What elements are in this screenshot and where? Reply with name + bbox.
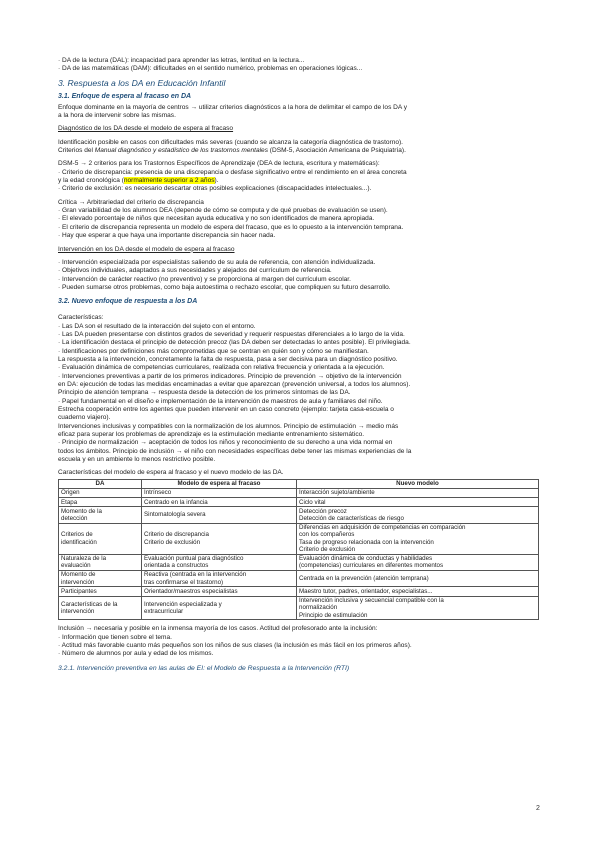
list-item: · Objetivos individuales, adaptados a sus necesidades y alejados del currículum de referencia. [58, 267, 332, 275]
paragraph-line: Características: [58, 314, 104, 322]
list-item: Principio de atención temprana → respuesta desde la detección de los primeros síntomas de las DA. [58, 389, 351, 397]
cell-line: normalización [299, 604, 338, 612]
table-cell [297, 523, 539, 554]
cell-line: Momento de [61, 571, 96, 579]
table-cell [297, 498, 539, 507]
document-page [58, 57, 546, 673]
table-cell [297, 570, 539, 586]
section-3-2-1-title: 3.2.1. Intervención preventiva en las aulas de EI: el Modelo de Respuesta a la Intervención (RTI) [58, 664, 350, 672]
cell-line: intervención [61, 578, 95, 586]
list-item: · Papel fundamental en el diseño e implementación de la intervención de maestros de aula y familiares del niño. [58, 397, 383, 405]
list-item: · Intervención de carácter reactivo (no preventivo) y se proporciona al margen del currículum escolar. [58, 275, 351, 283]
comparison-table [58, 479, 539, 620]
cell-line: Interacción sujeto/ambiente [299, 489, 375, 497]
text-run: Criterios del [58, 147, 95, 155]
cell-line: Intrínseco [144, 489, 172, 497]
list-item: · El elevado porcentaje de niños que necesitan ayuda educativa y no son identificados de manera apropiada. [58, 215, 375, 223]
paragraph-line: · Criterio de discrepancia: presencia de una discrepancia o desfase significativo entre el rendimiento en el área concreta [58, 168, 407, 176]
column-header: Nuevo modelo [297, 479, 539, 488]
highlighted-text: normalmente superior a 2 años [123, 177, 215, 185]
table-cell [142, 554, 297, 570]
cell-line: Detección precoz [299, 507, 347, 515]
cell-line: Intervención inclusiva y secuencial compatible con la [299, 597, 444, 605]
list-item: Intervenciones inclusivas y compatibles con la normalización de los alumnos. Principio de estimulación → medio más [58, 422, 399, 430]
diagnosis-heading: Diagnóstico de los DA desde el modelo de espera al fracaso [58, 125, 234, 133]
table-row [59, 498, 539, 507]
paragraph-line [58, 177, 546, 185]
text-run: ). [214, 177, 219, 185]
characteristics-block [58, 314, 546, 464]
list-item: · La identificación destaca el principio de detección precoz (las DA deben ser detectadas lo antes posible). El privilegiada. [58, 339, 411, 347]
table-row [59, 488, 539, 497]
table-body [59, 488, 539, 619]
table-header-row [59, 479, 539, 488]
manual-title: Manual diagnóstico y estadístico de los trastornos mentales [94, 147, 268, 155]
table-cell [59, 498, 142, 507]
cell-line: Diferencias en adquisición de competencias en comparación [299, 524, 466, 532]
paragraph-line: Inclusión → necesaria y posible en la inmensa mayoría de los casos. Actitud del profesorado ante la inclusión: [58, 625, 378, 633]
list-item: Estrecha cooperación entre los agentes que pueden intervenir en un caso concreto (ejemplo: tarjeta casa-escuela o [58, 406, 394, 413]
table-cell [59, 587, 142, 596]
table-cell [142, 507, 297, 523]
cell-line: Ciclo vital [299, 498, 326, 506]
section-3-title: 3. Respuesta a los DA en Educación Infantil [58, 77, 226, 88]
list-item: en DA: ejecución de todas las medidas encaminadas a evitar que aparezcan (prevención universal, a todos los alumnos). [58, 380, 411, 388]
list-item: · Identificaciones por definiciones más comprometidas que se centran en quién son y cómo se manifiestan. [58, 347, 369, 355]
cell-line: Naturaleza de la [61, 555, 107, 563]
table-cell [142, 596, 297, 620]
cell-line: Maestro tutor, padres, orientador, especialistas... [299, 587, 433, 595]
table-cell [59, 570, 142, 586]
list-item: · Las DA pueden presentarse con distintos grados de severidad y requerir respuestas diferenciales a lo largo de la vida. [58, 330, 405, 338]
table-row [59, 570, 539, 586]
cell-line: Participantes [61, 587, 97, 595]
list-item: escuela y en un ambiente lo menos restrictivo posible. [58, 456, 216, 464]
table-row [59, 523, 539, 554]
cell-line: Criterio de exclusión [144, 538, 201, 546]
table-row [59, 596, 539, 620]
list-item: · Las DA son el resultado de la interacción del sujeto con el entorno. [58, 322, 256, 330]
table-cell [297, 488, 539, 497]
cell-line: Detección de características de riesgo [299, 515, 404, 523]
table-cell [142, 587, 297, 596]
paragraph-line: · Criterio de exclusión: es necesario descartar otras posibles explicaciones (discapacidades intelectuales...). [58, 185, 372, 193]
list-item: · Intervenciones preventivas a partir de los primeros indicadores. Principio de prevención → objetivo de la intervención [58, 372, 402, 380]
s31-paragraph [58, 104, 546, 121]
paragraph-line: Enfoque dominante en la mayoría de centros → utilizar criterios diagnósticos a la hora de delimitar el campo de los DA y [58, 103, 407, 111]
cell-line: Momento de la [61, 507, 102, 515]
table-caption: Características del modelo de espera al fracaso y el nuevo modelo de las DA. [58, 469, 284, 477]
cell-line: Evaluación dinámica de conductas y habilidades [299, 555, 433, 563]
table-cell [59, 596, 142, 620]
cell-line: Centrada en la prevención (atención temprana) [299, 575, 429, 583]
list-item: · Gran variabilidad de los alumnos DEA (depende de cómo se computa y de qué pruebas de evaluación se usen). [58, 207, 388, 215]
cell-line: Principio de estimulación [299, 611, 368, 619]
table-cell [142, 570, 297, 586]
cell-line: con los compañeros [299, 531, 355, 539]
paragraph-line: Crítica → Arbitrariedad del criterio de discrepancia [58, 198, 204, 206]
table-cell [142, 488, 297, 497]
table-cell [297, 596, 539, 620]
cell-line: evaluación [61, 562, 91, 570]
list-item: La respuesta a la intervención, concretamente la falta de respuesta, pasa a ser decisiva para un diagnóstico positivo. [58, 355, 398, 363]
intervention-heading: Intervención en los DA desde el modelo de espera al fracaso [58, 245, 235, 253]
cell-line: intervención [61, 607, 95, 615]
list-item: · Pueden sumarse otros problemas, como baja autoestima o rechazo escolar, que compliquen su futuro desarrollo. [58, 283, 391, 291]
list-item: · Número de alumnos por aula y edad de los mismos. [58, 650, 214, 658]
section-3-2-title: 3.2. Nuevo enfoque de respuesta a los DA [58, 298, 198, 306]
cell-line: extracurricular [144, 607, 184, 615]
cell-line: Reactiva (centrada en la intervención [144, 571, 247, 579]
list-item: eficaz para superar los problemas de aprendizaje es la estimulación mediante entrenamiento sistemático. [58, 431, 365, 439]
critique-block [58, 199, 546, 241]
paragraph-line: DSM-5 → 2 criterios para los Trastornos Específicos de Aprendizaje (DEA de lectura, escritura y matemáticas): [58, 160, 380, 168]
cell-line: Centrado en la infancia [144, 498, 208, 506]
table-cell [59, 507, 142, 523]
dsm-block [58, 160, 546, 193]
table-cell [142, 498, 297, 507]
cell-line: Sintomatología severa [144, 511, 206, 519]
table-cell [297, 587, 539, 596]
table-cell [59, 488, 142, 497]
list-item: · Principio de normalización → aceptación de todos los niños y reconocimiento de su derecho a una vida normal en [58, 439, 393, 447]
cell-line: Etapa [61, 498, 78, 506]
list-item: · Actitud más favorable cuanto más pequeños son los niños de sus clases (la inclusión es más fácil en los primeros años). [58, 641, 412, 649]
page-number: 2 [536, 805, 540, 812]
list-item: · DA de las matemáticas (DAM): dificultades en el sentido numérico, problemas en operaciones lógicas... [58, 65, 363, 73]
list-item: · Evaluación dinámica de competencias curriculares, realizada con relativa frecuencia y orientada a la ejecución. [58, 364, 385, 372]
cell-line: (competencias) curriculares en diferentes momentos [299, 562, 444, 570]
list-item: · Intervención especializada por especialistas saliendo de su aula de referencia, con atención individualizada. [58, 258, 376, 266]
list-item: · DA de la lectura (DAL): incapacidad para aprender las letras, lentitud en la lectura... [58, 57, 305, 64]
cell-line: identificación [61, 538, 97, 546]
table-cell [297, 554, 539, 570]
table-row [59, 554, 539, 570]
list-item: cuaderno viajero). [58, 414, 111, 422]
paragraph-line: a la hora de intervenir sobre las mismas. [58, 112, 176, 120]
paragraph-line [58, 147, 546, 155]
cell-line: Intervención especializada y [144, 600, 222, 608]
cell-line: Origen [61, 489, 80, 497]
paragraph-line: Identificación posible en casos con dificultades más severas (cuando se alcanza la categoría diagnóstica de trastorno). [58, 138, 403, 146]
cell-line: tras confirmarse el trastorno) [144, 578, 224, 586]
cell-line: Tasa de progreso relacionada con la intervención [299, 538, 434, 546]
table-cell [142, 523, 297, 554]
cell-line: detección [61, 515, 88, 523]
section-3-1-title: 3.1. Enfoque de espera al fracaso en DA [58, 92, 192, 100]
table-cell [59, 554, 142, 570]
list-item: · Información que tienen sobre el tema. [58, 633, 172, 641]
inclusion-block [58, 625, 546, 658]
cell-line: Criterios de [61, 531, 93, 539]
list-item: todos los ámbitos. Principio de inclusión → el niño con necesidades específicas debe tener las mismas experiencias de la [58, 447, 412, 455]
cell-line: Criterio de exclusión [299, 545, 356, 553]
table-row [59, 587, 539, 596]
cell-line: Criterio de discrepancia [144, 531, 209, 539]
cell-line: orientada a constructos [144, 562, 209, 570]
cell-line: Características de la [61, 600, 118, 608]
column-header: DA [59, 479, 142, 488]
intervention-list [58, 259, 546, 292]
list-item: · El criterio de discrepancia representa un modelo de espera del fracaso, que es lo opuesto a la intervención temprana. [58, 223, 404, 231]
table-row [59, 507, 539, 523]
text-run: y la edad cronológica ( [58, 177, 124, 185]
intro-list [58, 57, 546, 74]
cell-line: Orientador/maestros especialistas [144, 587, 238, 595]
table-cell [59, 523, 142, 554]
table-cell [297, 507, 539, 523]
text-run: (DSM-5, Asociación Americana de Psiquiatría). [267, 147, 406, 155]
cell-line: Evaluación puntual para diagnóstico [144, 555, 244, 563]
column-header: Modelo de espera al fracaso [142, 479, 297, 488]
list-item: · Hay que esperar a que haya una importante discrepancia sin hacer nada. [58, 232, 276, 240]
